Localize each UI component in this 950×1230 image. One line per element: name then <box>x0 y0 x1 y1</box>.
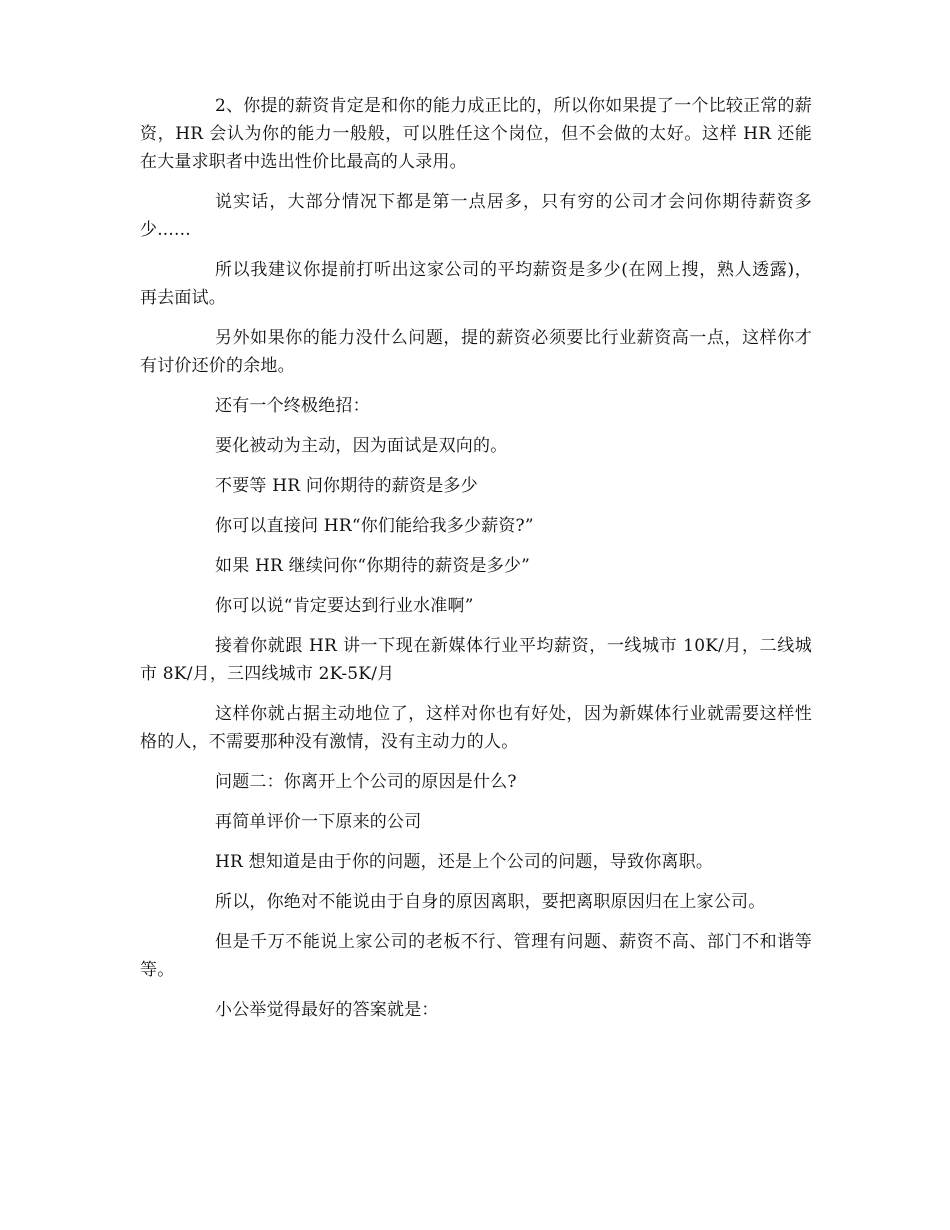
paragraph: 再简单评价一下原来的公司 <box>215 812 422 832</box>
paragraph: 还有一个终极绝招： <box>215 396 370 416</box>
paragraph: 2、你提的薪资肯定是和你的能力成正比的，所以你如果提了一个比较正常的薪资，HR 会认为你的能力一般般，可以胜任这个岗位，但不会做的太好。这样 HR 还能在大量求职者中选出性价比最高的人录用。 <box>140 96 812 172</box>
paragraph: 另外如果你的能力没什么问题，提的薪资必须要比行业薪资高一点，这样你才有讨价还价的余地。 <box>140 328 812 376</box>
section-question-heading: 问题二：你离开上个公司的原因是什么? <box>215 772 517 792</box>
paragraph: 不要等 HR 问你期待的薪资是多少 <box>215 476 478 496</box>
paragraph: 如果 HR 继续问你“你期待的薪资是多少” <box>215 556 531 576</box>
paragraph: 说实话，大部分情况下都是第一点居多，只有穷的公司才会问你期待薪资多少...... <box>140 192 812 240</box>
paragraph: 所以我建议你提前打听出这家公司的平均薪资是多少(在网上搜，熟人透露)，再去面试。 <box>140 260 812 308</box>
paragraph: 接着你就跟 HR 讲一下现在新媒体行业平均薪资，一线城市 10K/月，二线城市 8K/月，三四线城市 2K-5K/月 <box>140 636 812 684</box>
paragraph: 这样你就占据主动地位了，这样对你也有好处，因为新媒体行业就需要这样性格的人，不需要那种没有激情，没有主动力的人。 <box>140 704 812 752</box>
paragraph: 你可以直接问 HR“你们能给我多少薪资?” <box>215 516 534 536</box>
paragraph: 要化被动为主动，因为面试是双向的。 <box>215 436 508 456</box>
paragraph: 但是千万不能说上家公司的老板不行、管理有问题、薪资不高、部门不和谐等等。 <box>140 932 812 980</box>
paragraph: HR 想知道是由于你的问题，还是上个公司的问题，导致你离职。 <box>215 852 714 872</box>
paragraph: 所以，你绝对不能说由于自身的原因离职，要把离职原因归在上家公司。 <box>215 892 766 912</box>
paragraph: 小公举觉得最好的答案就是： <box>215 1000 439 1020</box>
document-body <box>140 92 812 1036</box>
paragraph: 你可以说“肯定要达到行业水准啊” <box>215 596 474 616</box>
